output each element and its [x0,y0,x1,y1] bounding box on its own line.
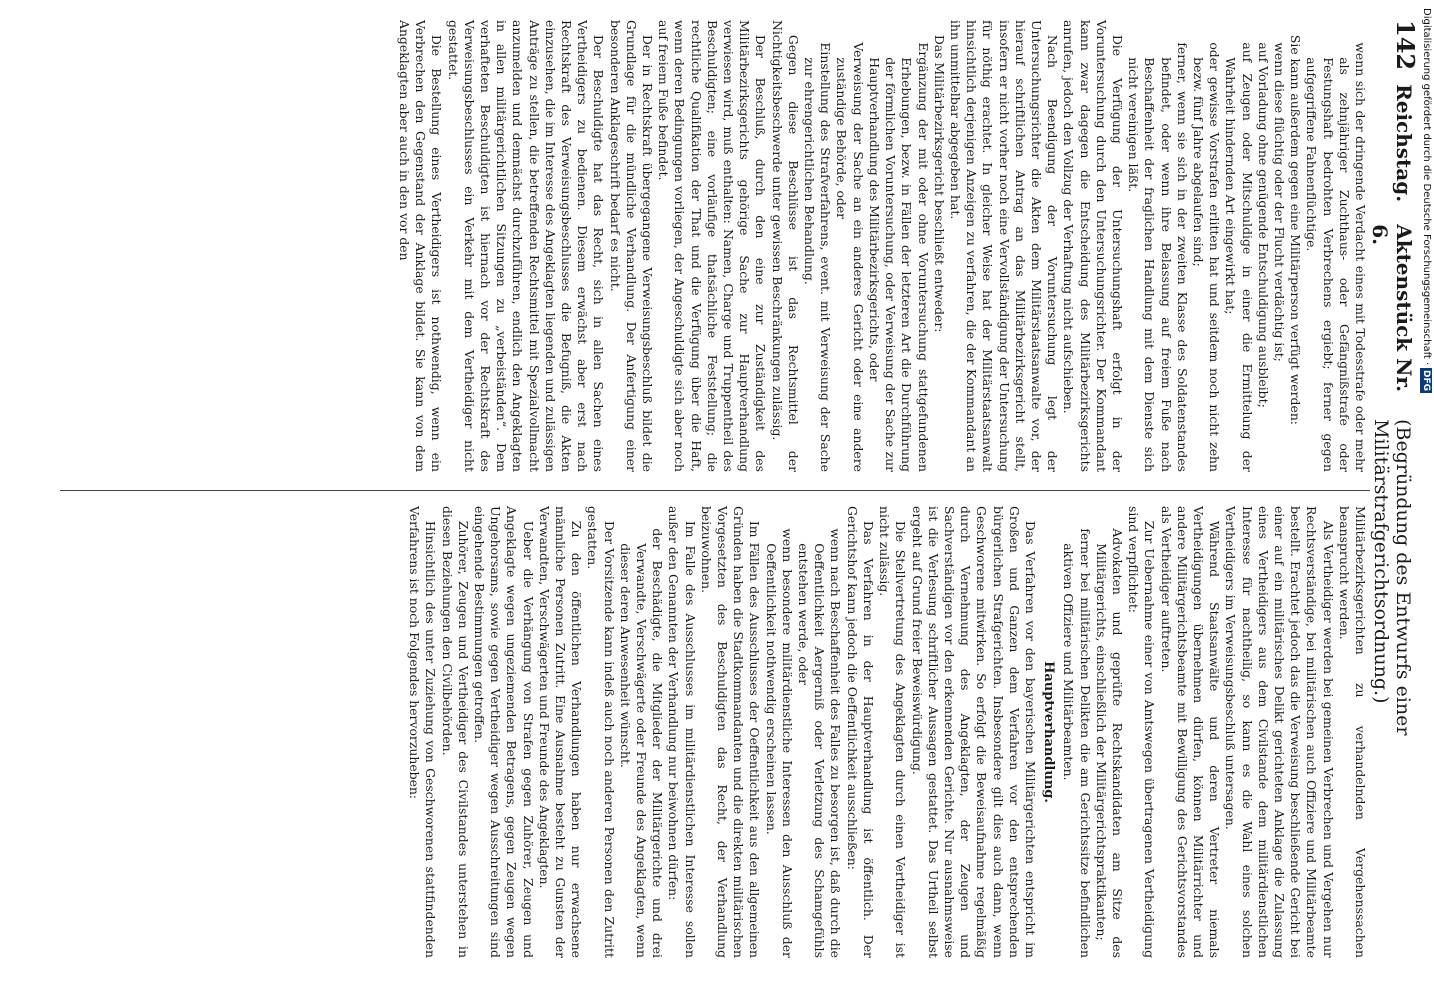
paragraph: auf Zeugen oder Mitschuldige in einer die Ermittelung der Wahrheit hindernden Art eingewirkt hat; [1223,42,1255,472]
paragraph: wenn diese flüchtig oder der Flucht verdächtig ist; [1271,42,1287,362]
paragraph: auf Vorladung ohne genügende Entschuldigung ausbleibt; [1255,42,1271,408]
dfg-logo: DFG [1421,370,1431,392]
paragraph: oder gewisse Vorstrafen erlitten hat und seitdem noch nicht zehn bezw. fünf Jahre abgelaufen sind; [1190,42,1223,472]
paragraph: ferner bei militärischen Delikten die am Gerichtssitze befindlichen aktiven Offiziere und Militärbeamten. [1061,528,1093,958]
paragraph: Der Vorsitzende kann indeß auch noch anderen Personen den Zutritt gestatten. [585,506,617,958]
digitization-credit [1421,8,1432,393]
paragraph: Das Verfahren in der Hauptverhandlung ist öffentlich. Der Gerichtshof kann jedoch die Oeffentlichkeit ausschließen: [844,506,876,958]
paragraph: der Beschädigte, die Mitglieder der Militärgerichte und drei Verwandte, Verschwägerte oder Freunde des Angeklagten, wenn dieser deren Anwesenheit wünscht. [617,528,666,958]
paragraph: Gegen diese Beschlüsse ist das Rechtsmittel der Nichtigkeitsbeschwerde unter gewissen Beschränkungen zulässig. [769,20,801,472]
publication-title: Reichstag. [1392,84,1416,203]
paragraph: Hinsichtlich des unter Zuziehung von Geschworenen stattfindenden Verfahrens ist noch Folgendes hervorzuheben: [407,506,439,958]
paragraph: Nach Beendigung der Voruntersuchung legt der Untersuchungsrichter die Akten dem Militärstaatsanwalte vor, der hierauf schriftlichen Antrag an das Militärbezirksgericht stellt, insofern er nicht vorher noch eine Vervollständigung der Untersuchung für nöthig erachtet. In gleicher Weise hat der Militärstaatsanwalt hinsichtlich derjenigen Anzeigen zu verfahren, die der Kommandant an ihn unmittelbar abgegeben hat. [947,20,1061,472]
paragraph: Sie kann außerdem gegen eine Militärperson verfügt werden: [1288,34,1304,425]
paragraph: Im Falle des Ausschlusses im militärdienstlichen Interesse sollen außer den Genannten der Verhandlung nur beiwohnen dürfen: [666,506,698,958]
right-text-column [60,506,1368,958]
paragraph: Im Fällen des Ausschlusses der Oeffentlichkeit aus den allgemeinen Gründen haben die Stadtkommandanten und die direkten militärischen Vorgesetzten des Beschuldigten das Recht, der Verhandlung beizuwohnen. [698,506,763,958]
paragraph: Das Verfahren vor den bayerischen Militärgerichten entspricht im Großen und Ganzen dem Verfahren vor den entsprechenden bürgerlichen Strafgerichten. Insbesondere gilt dies auch dann, wenn Geschworene mitwirken. So erfolgt die Beweisaufnahme regelmäßig durch Vernehmung des Angeklagten, der Zeugen und Sachverständigen vor den erkennenden Gerichte. Nur ausnahmsweise ist die Verlesung schriftlicher Aussagen gestattet. Das Urtheil selbst ergeht auf Grund freier Beweiswürdigung. [909,506,1038,958]
paragraph: wenn sich der dringende Verdacht eines mit Todesstrafe oder mehr als zehnjähriger Zuchthaus- oder Gefängnißstrafe oder Festungshaft bedrohten Verbrechens ergiebt; ferner gegen aufgegriffene Fahnenflüchtige. [1304,42,1368,472]
document-number: Aktenstück Nr. 6. [1368,224,1416,393]
paragraph: Zur Uebernahme einer von Amtswegen übertragenen Vertheidigung sind verpflichtet: [1126,506,1158,958]
document-subtitle: (Begründung des Entwurfs einer Militärstrafgerichtsordnung.) [1370,419,1414,736]
paragraph: Die Verfügung der Untersuchungshaft erfolgt in der Voruntersuchung durch den Untersuchungsrichter. Der Kommandant kann zwar dagegen die Entscheidung des Militärbezirksgerichts anrufen, jedoch den Vollzug der Verhaftung nicht aufschieben. [1061,20,1125,472]
paragraph: Die Bestellung eines Vertheidigers ist nothwendig, wenn ein Verbrechen den Gegenstand der Anklage bildet. Sie kann von dem Angeklagten aber auch in den vor den [397,20,445,472]
paragraph: Der in Rechtskraft übergegangene Verweisungsbeschluß bildet die Grundlage für die mündliche Verhandlung. Der Anfertigung einer besonderen Anklageschrift bedarf es nicht. [607,20,656,472]
paragraph: Ueber die Verhängung von Strafen gegen Zuhörer, Zeugen und Angeklagte wegen ungeziemenden Betragens, gegen Zeugen wegen Ungehorsams, sowie gegen Vertheidiger wegen Ausschreitungen sind eingehende Bestimmungen getroffen. [472,506,536,958]
paragraph: Verweisung der Sache an ein anderes Gericht oder eine andere zuständige Behörde, oder [834,42,866,472]
scanned-page [50,20,1420,980]
page-header [1368,20,1420,980]
paragraph: Einstellung des Strafverfahrens, event. mit Verweisung der Sache zur ehrengerichtlichen Behandlung. [802,42,834,472]
paragraph: Der Beschluß, durch den eine zur Zuständigkeit des Militärbezirksgerichts gehörige Sache zur Hauptverhandlung verwiesen wird, muß enthalten: Namen, Charge und Truppentheil des Beschuldigten; eine vorläufige thatsächliche Feststellung; die rechtliche Qualifikation der That und die Verfügung über die Haft, wenn deren Bedingungen vorliegen, der Angeschuldigte sich aber noch auf freiem Fuße befindet. [656,20,769,472]
paragraph: ferner, wenn sie sich in der zweiten Klasse des Soldatenstandes befindet, oder wenn ihre Belassung auf freiem Fuße nach Beschaffenheit der fraglichen Handlung mit dem Dienste sich nicht vereinigen läßt. [1126,42,1190,472]
section-heading: Hauptverhandlung. [1041,661,1057,803]
left-text-column [60,20,1368,472]
page-number: 142 [1391,20,1420,71]
paragraph: Ergänzung der mit oder ohne Voruntersuchung stattgefundenen Erhebungen, bezw. in Fällen der letzteren Art die Durchführung der förmlichen Voruntersuchung, oder Verweisung der Sache zur Hauptverhandlung des Militärbezirksgerichts, oder [866,42,931,472]
paragraph: Als Vertheidiger werden bei gemeinen Verbrechen und Vergehen nur Rechtsverständige, bei militärischen auch Offiziere und Militärbeamte bestellt. Erachtet jedoch das die Verweisung beschließende Gericht bei einer auf ein militärisches Delikt gerichteten Anklage die Zulassung eines Vertheidigers aus dem Civilstande dem militärdienstlichen Interesse für nachtheilig, so kann es die Wahl eines solchen Vertheidigers im Verweisungsbeschluß untersagen. [1223,506,1336,958]
paragraph: Zu den öffentlichen Verhandlungen haben nur erwachsene männliche Personen Zutritt. Eine Ausnahme besteht zu Gunsten der Verwandten, Verschwägerten und Freunde des Angeklagten. [536,506,585,958]
paragraph: Die Stellvertretung des Angeklagten durch einen Vertheidiger ist nicht zulässig. [877,506,909,958]
paragraph: wenn nach Beschaffenheit des Falles zu besorgen ist, daß durch die Oeffentlichkeit Aergerniß oder Verletzung des Schamgefühls entstehen werde, oder [796,528,844,958]
paragraph: Das Militärbezirksgericht beschließt entweder: [931,34,947,333]
paragraph: Der Beschuldigte hat das Recht, sich in allen Sachen eines Vertheidigers zu bedienen. Diesem erwächst aber erst nach Rechtskraft des Verweisungsbeschlusses die Befugniß, die Akten einzusehen, die im Interesse des Angeklagten liegenden und zulässigen Anträge zu stellen, die betreffenden Rechtsmittel mit Spezialvollmacht anzumelden und demnächst durchzuführen, endlich den Angeklagten in allen militärgerichtlichen Sitzungen zu „verbeiständen“. Dem verhafteten Beschuldigten ist hiernach vor der Rechtskraft des Verweisungsbeschlusses ein Verkehr mit dem Vertheidiger nicht gestattet. [445,20,607,472]
paragraph: Advokaten und geprüfte Rechtskandidaten am Sitze des Militärgerichts, einschließlich der Militärgerichtspraktikanten; [1093,528,1125,958]
column-divider [60,490,1370,491]
paragraph: Zuhörer, Zeugen und Vertheidiger des Civilstandes unterstehen in diesen Beziehungen den Civilbehörden. [439,506,471,958]
credit-text: Digitalisierung gefördert durch die Deutsche Forschungsgemeinschaft · [1421,8,1432,366]
paragraph: Militärbezirksgerichten zu verhandelnden Vergehenssachen beansprucht werden. [1336,506,1368,958]
page-content-rotated [50,20,1420,980]
paragraph: wenn besondere militärdienstliche Interessen den Ausschluß der Oeffentlichkeit nothwendig erscheinen lassen. [763,528,795,958]
paragraph: Während Staatsanwälte und deren Vertreter niemals Vertheidigungen übernehmen dürfen, können Militärrichter und andere Militärgerichtsbeamte mit Bewilligung des Gerichtsvorstandes als Vertheidiger auftreten. [1158,506,1223,958]
